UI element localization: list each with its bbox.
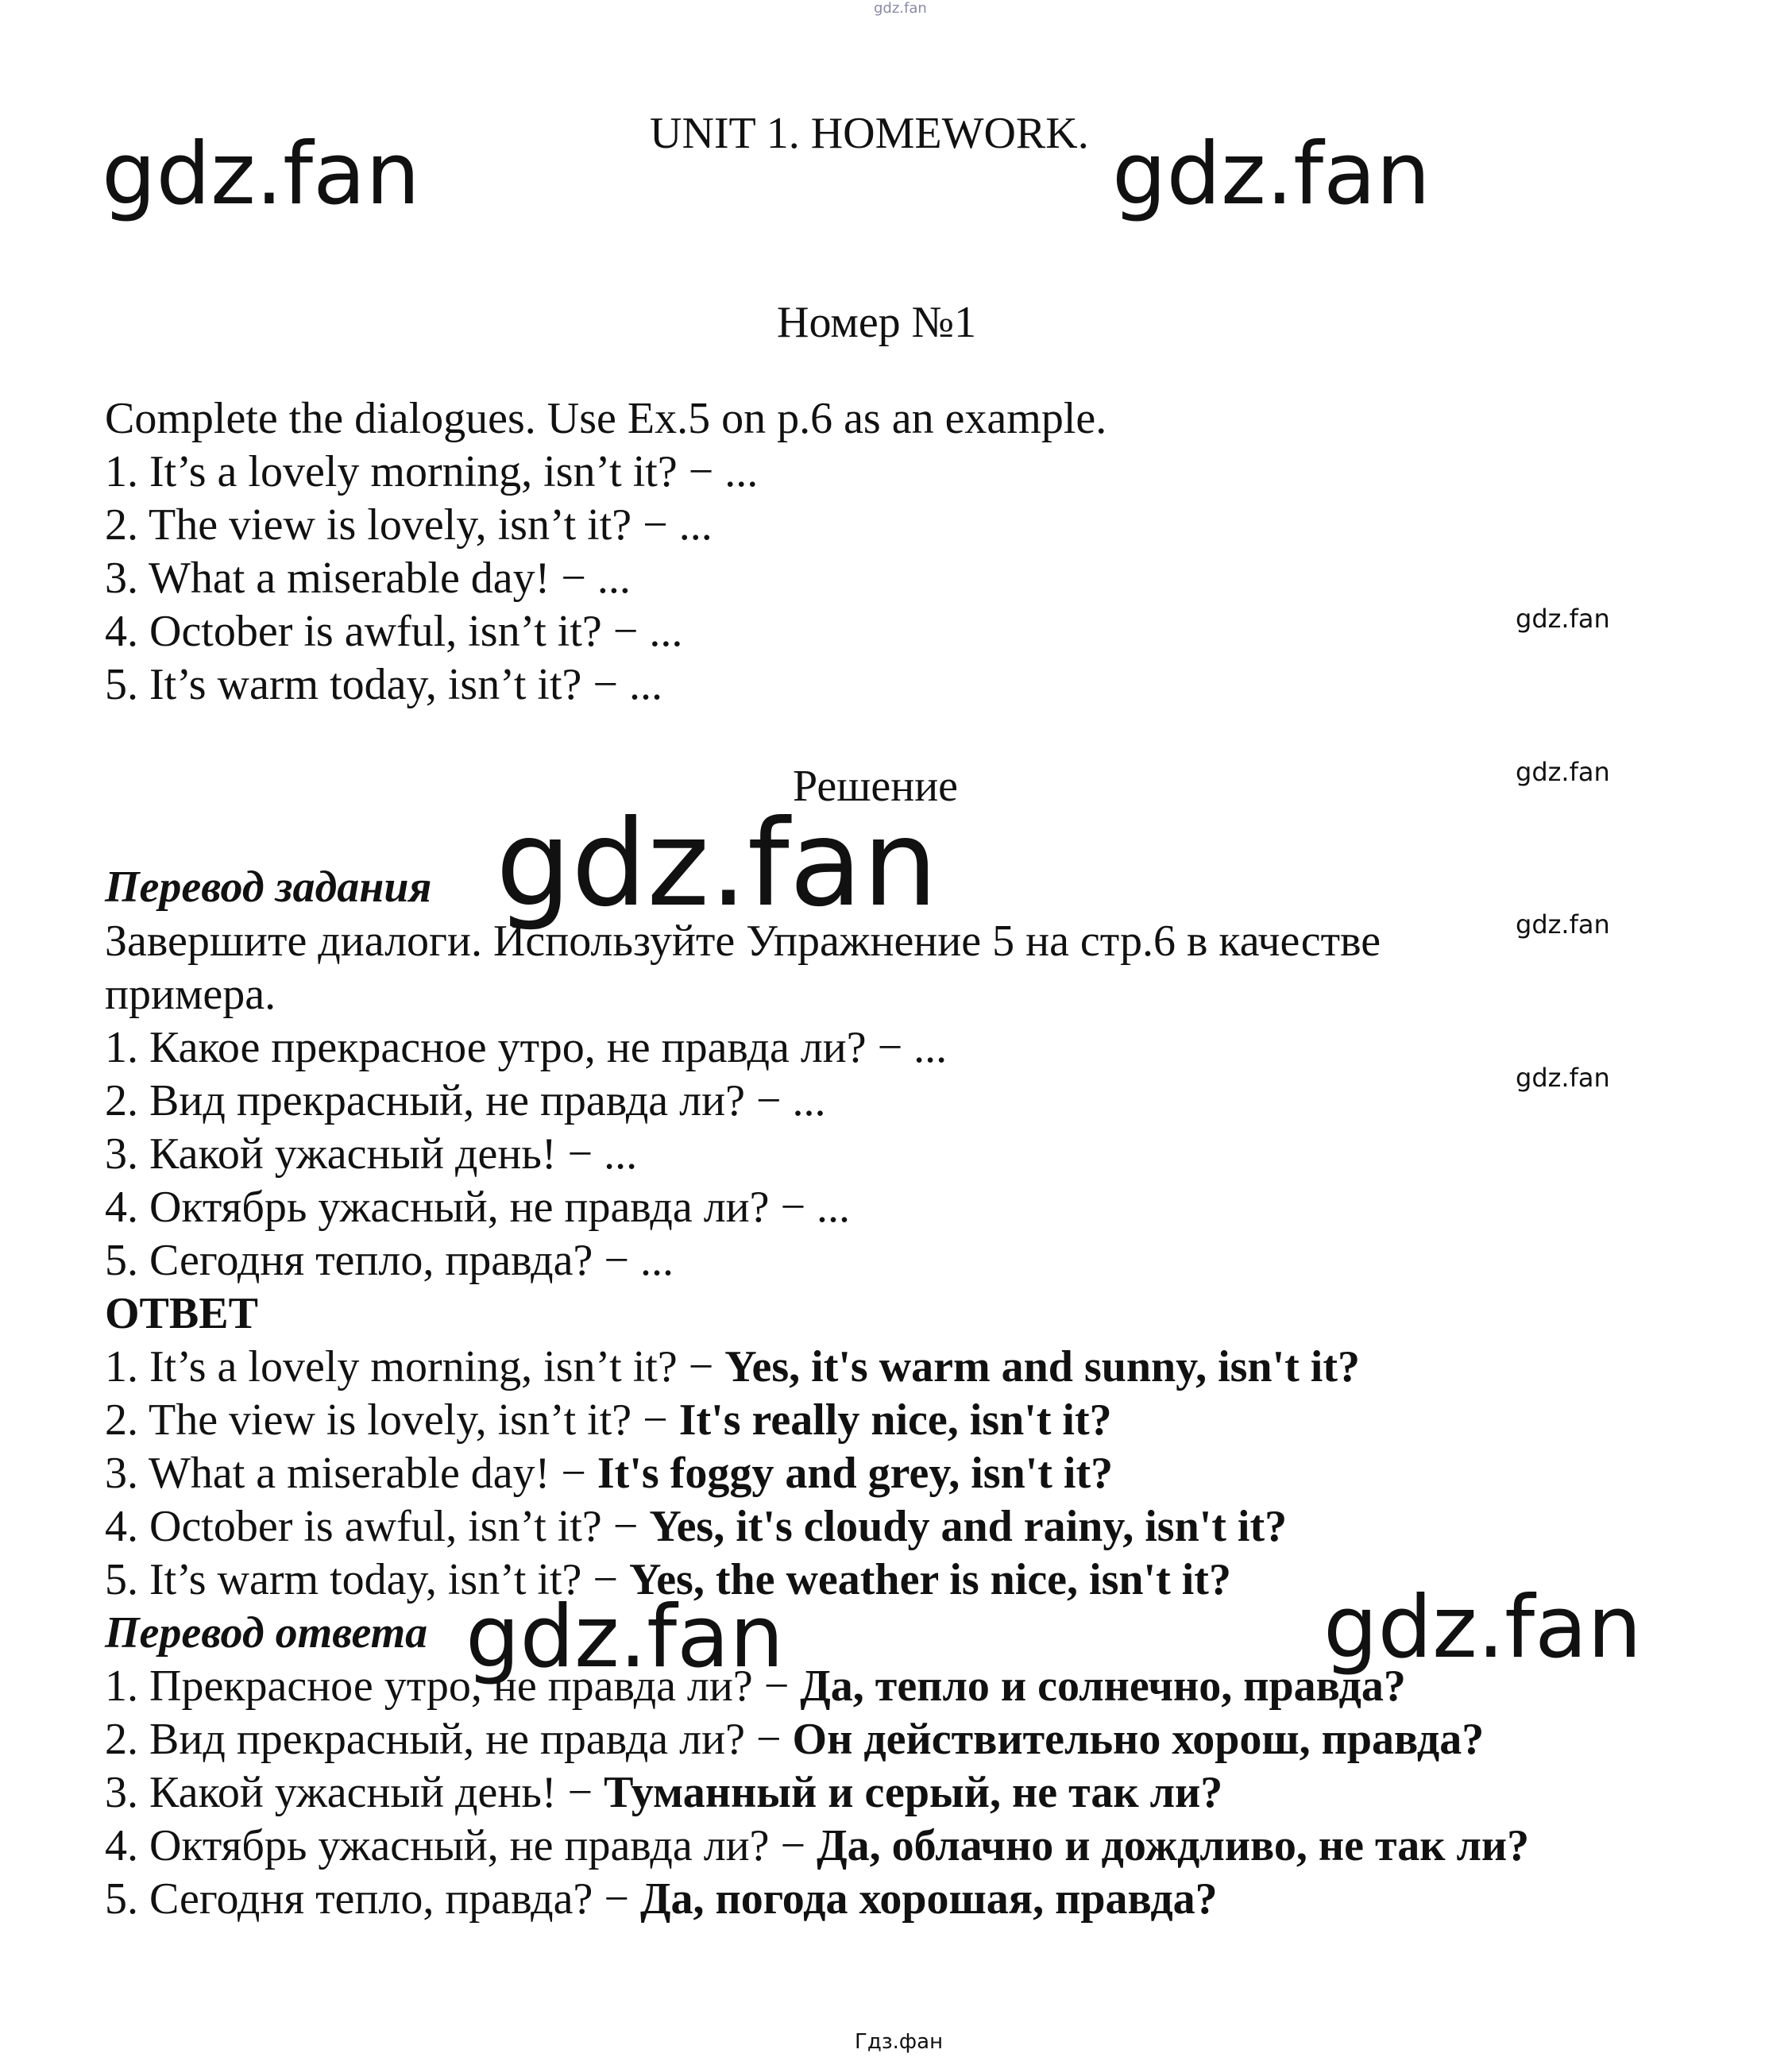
answer-prompt: 5. It’s warm today, isn’t it? − <box>105 1555 629 1604</box>
translated-answer-prompt: 1. Прекрасное утро, не правда ли? − <box>105 1662 801 1711</box>
translated-answer-list <box>105 1660 1529 1926</box>
answer-reply: Yes, the weather is nice, isn't it? <box>628 1555 1231 1604</box>
translated-answer-reply: Да, тепло и солнечно, правда? <box>800 1662 1406 1711</box>
side-watermark: gdz.fan <box>1516 604 1610 634</box>
watermark-top-right: gdz.fan <box>1112 125 1431 224</box>
question-item: 5. It’s warm today, isn’t it? − ... <box>105 660 662 709</box>
translated-answer-prompt: 3. Какой ужасный день! − <box>105 1768 604 1817</box>
translated-answer-reply: Да, погода хорошая, правда? <box>639 1874 1218 1924</box>
translation-instruction-line1: Завершите диалоги. Используйте Упражнение 5 на стр.6 в качестве <box>105 917 1381 966</box>
side-watermark: gdz.fan <box>1516 909 1610 940</box>
translated-question-item: 1. Какое прекрасное утро, не правда ли? − ... <box>105 1023 948 1072</box>
answer-list <box>105 1341 1360 1607</box>
translated-question-item: 2. Вид прекрасный, не правда ли? − ... <box>105 1076 826 1125</box>
answer-prompt: 2. The view is lovely, isn’t it? − <box>105 1395 679 1445</box>
side-watermark: gdz.fan <box>1516 757 1610 787</box>
answer-heading: ОТВЕТ <box>105 1289 258 1338</box>
answer-prompt: 4. October is awful, isn’t it? − <box>105 1502 650 1551</box>
question-list <box>105 446 758 712</box>
question-item: 1. It’s a lovely morning, isn’t it? − ... <box>105 447 759 496</box>
translated-answer-item <box>105 1820 1529 1873</box>
answer-reply: Yes, it's cloudy and rainy, isn't it? <box>649 1502 1288 1551</box>
translated-answer-item <box>105 1713 1529 1766</box>
task-instruction: Complete the dialogues. Use Ex.5 on p.6 as an example. <box>105 394 1107 443</box>
translated-question-item: 4. Октябрь ужасный, не правда ли? − ... <box>105 1183 851 1232</box>
answer-reply: It's really nice, isn't it? <box>678 1395 1112 1445</box>
answer-reply: It's foggy and grey, isn't it? <box>597 1449 1114 1498</box>
answer-item <box>105 1500 1360 1553</box>
solution-heading: Решение <box>793 762 959 811</box>
translated-answer-reply: Туманный и серый, не так ли? <box>604 1768 1223 1817</box>
translated-answer-prompt: 2. Вид прекрасный, не правда ли? − <box>105 1715 793 1764</box>
question-item: 2. The view is lovely, isn’t it? − ... <box>105 500 713 550</box>
answer-item <box>105 1394 1360 1447</box>
answer-reply: Yes, it's warm and sunny, isn't it? <box>724 1342 1360 1391</box>
task-number: Номер №1 <box>777 298 977 347</box>
unit-title: UNIT 1. HOMEWORK. <box>650 109 1089 158</box>
side-watermark: gdz.fan <box>1516 1063 1610 1093</box>
watermark-center: gdz.fan <box>496 795 938 933</box>
footer-watermark: Гдз.фан <box>855 2030 944 2054</box>
translated-answer-item <box>105 1766 1529 1820</box>
translated-answer-reply: Он действительно хорош, правда? <box>792 1715 1485 1764</box>
answer-item <box>105 1341 1360 1394</box>
answer-item <box>105 1447 1360 1500</box>
translated-answer-prompt: 5. Сегодня тепло, правда? − <box>105 1874 640 1924</box>
watermark-lower-center: gdz.fan <box>465 1588 784 1687</box>
translation-instruction-line2: примера. <box>105 970 276 1019</box>
translated-question-item: 5. Сегодня тепло, правда? − ... <box>105 1236 674 1285</box>
watermark-top-left: gdz.fan <box>102 125 420 224</box>
translated-answer-prompt: 4. Октябрь ужасный, не правда ли? − <box>105 1821 817 1870</box>
answer-prompt: 1. It’s a lovely morning, isn’t it? − <box>105 1342 725 1391</box>
watermark-lower-right: gdz.fan <box>1323 1578 1642 1677</box>
translated-answer-item <box>105 1873 1529 1926</box>
question-item: 3. What a miserable day! − ... <box>105 554 631 603</box>
translated-question-item: 3. Какой ужасный день! − ... <box>105 1129 638 1179</box>
translated-question-list <box>105 1021 947 1287</box>
translated-answer-reply: Да, облачно и дождливо, не так ли? <box>817 1821 1530 1870</box>
translated-answer-item <box>105 1660 1529 1713</box>
answer-translation-heading: Перевод ответа <box>105 1608 428 1658</box>
top-watermark: gdz.fan <box>874 0 927 17</box>
translation-heading: Перевод задания <box>105 863 432 912</box>
question-item: 4. October is awful, isn’t it? − ... <box>105 607 683 656</box>
answer-prompt: 3. What a miserable day! − <box>105 1449 597 1498</box>
